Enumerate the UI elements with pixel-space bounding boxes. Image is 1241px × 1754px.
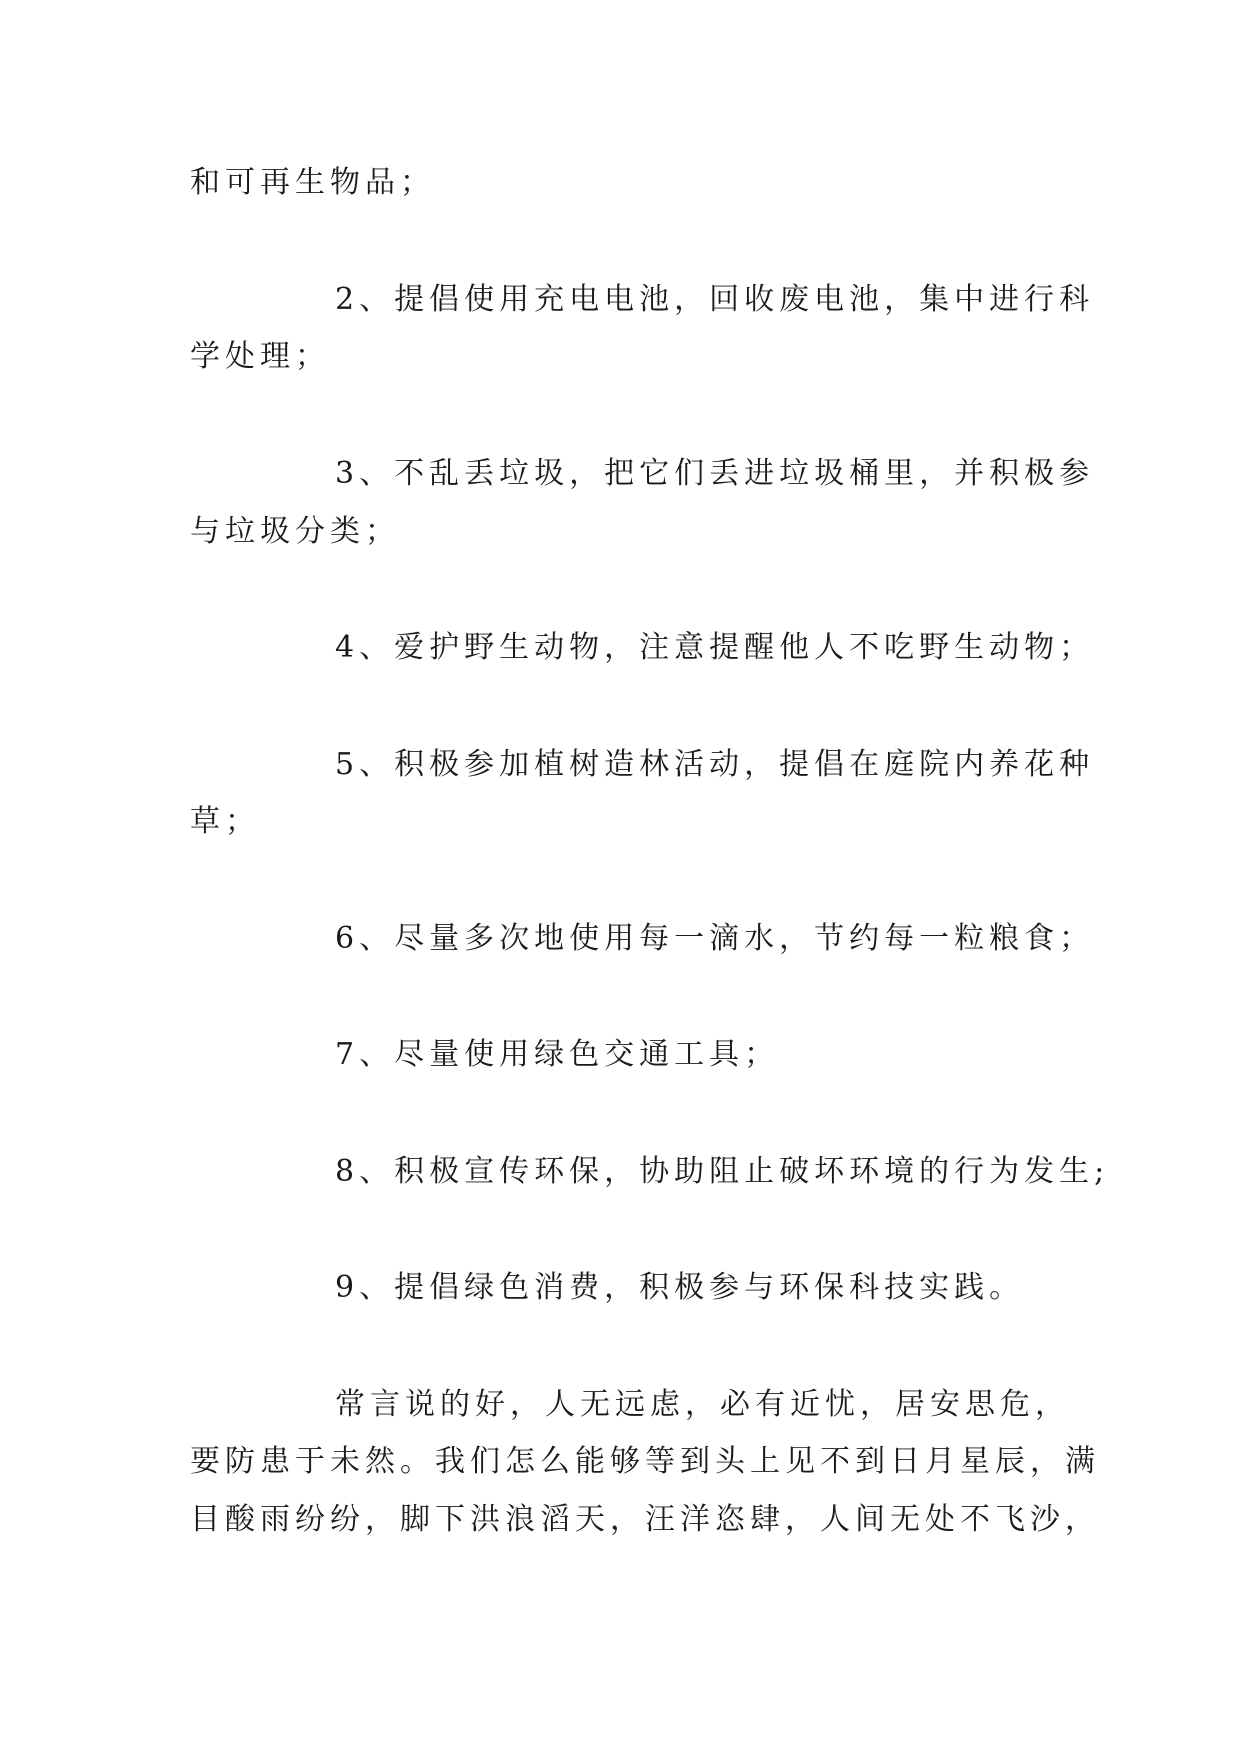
list-item-3-line-1: 3、不乱丢垃圾，把它们丢进垃圾桶里，并积极参 bbox=[335, 456, 1095, 491]
text-line-continuation: 和可再生物品； bbox=[190, 165, 435, 200]
list-item-6: 6、尽量多次地使用每一滴水，节约每一粒粮食； bbox=[335, 921, 1095, 956]
list-item-8: 8、积极宣传环保，协助阻止破坏环境的行为发生; bbox=[335, 1154, 1110, 1189]
list-item-5-line-1: 5、积极参加植树造林活动，提倡在庭院内养花种 bbox=[335, 747, 1095, 782]
list-item-2-line-2: 学处理； bbox=[190, 339, 330, 374]
paragraph-line-3: 目酸雨纷纷，脚下洪浪滔天，汪洋恣肆，人间无处不飞沙， bbox=[190, 1502, 1100, 1537]
list-item-2-line-1: 2、提倡使用充电电池，回收废电池，集中进行科 bbox=[335, 282, 1095, 317]
list-item-9: 9、提倡绿色消费，积极参与环保科技实践。 bbox=[335, 1270, 1025, 1305]
list-item-4: 4、爱护野生动物，注意提醒他人不吃野生动物； bbox=[335, 630, 1095, 665]
paragraph-line-1: 常言说的好，人无远虑，必有近忧，居安思危， bbox=[335, 1387, 1070, 1422]
list-item-7: 7、尽量使用绿色交通工具； bbox=[335, 1037, 780, 1072]
list-item-3-line-2: 与垃圾分类； bbox=[190, 514, 400, 549]
paragraph-line-2: 要防患于未然。我们怎么能够等到头上见不到日月星辰，满 bbox=[190, 1444, 1100, 1479]
list-item-5-line-2: 草； bbox=[190, 804, 260, 839]
